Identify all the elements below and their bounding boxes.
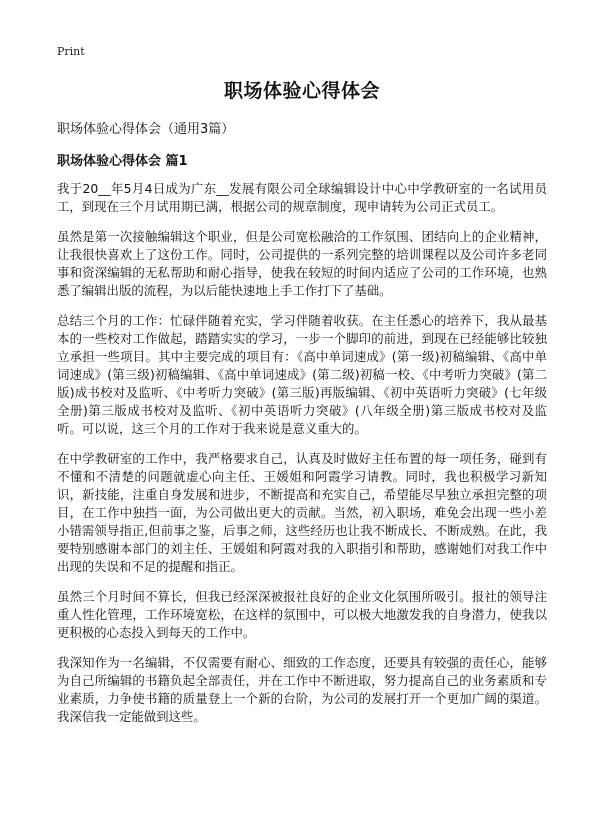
paragraph-3: 总结三个月的工作：忙碌伴随着充实，学习伴随着收获。在主任悉心的培养下，我从最基本的一些校对工作做起，踏踏实实的学习，一步一个脚印的前进，到现在已经能够比较独立承担一些项目。其中主要完成的项目有：《高中单词速成》(第一级)初稿编辑、《高中单词速成》(第三级)初稿编辑、《高中单词速成》(第二级)初稿一校、《中考听力突破》(第二版)成书校对及监听、《中考听力突破》(第三版)再版编辑、《初中英语听力突破》(七年级全册)第三版成书校对及监听、《初中英语听力突破》(八年级全册)第三版成书校对及监听。可以说，这三个月的工作对于我来说是意义重大的。 [57, 313, 547, 436]
paragraph-6: 我深知作为一名编辑，不仅需要有耐心、细致的工作态度，还要具有较强的责任心，能够为自己所编辑的书籍负起全部责任，并在工作中不断进取，努力提高自己的业务素质和专业素质，力争使书籍的质量登上一个新的台阶，为公司的发展打开一个更加广阔的渠道。我深信我一定能做到这些。 [57, 655, 547, 724]
document-body [57, 78, 547, 738]
print-link[interactable]: Print [57, 45, 85, 58]
paragraph-4: 在中学教研室的工作中，我严格要求自己，认真及时做好主任布置的每一项任务，碰到有不懂和不清楚的问题就虚心向主任、王媛姐和阿霞学习请教。同时，我也积极学习新知识，新技能，注重自身发展和进步，不断提高和充实自己，希望能尽早独立承担完整的项目，在工作中独挡一面，为公司做出更大的贡献。当然，初入职场，难免会出现一些小差小错需领导指正,但前事之鉴，后事之师，这些经历也让我不断成长、不断成熟。在此，我要特别感谢本部门的刘主任、王媛姐和阿霞对我的入职指引和帮助，感谢她们对我工作中出现的失误和不足的提醒和指正。 [57, 451, 547, 574]
paragraph-2: 虽然是第一次接触编辑这个职业，但是公司宽松融洽的工作氛围、团结向上的企业精神，让我很快喜欢上了这份工作。同时，公司提供的一系列完整的培训课程以及公司许多老同事和资深编辑的无私帮助和耐心指导，使我在较短的时间内适应了公司的工作环境，也熟悉了编辑出版的流程，为以后能快速地上手工作打下了基础。 [57, 229, 547, 298]
page-title: 职场体验心得体会 [223, 80, 380, 102]
paragraph-5: 虽然三个月时间不算长，但我已经深深被报社良好的企业文化氛围所吸引。报社的领导注重人性化管理，工作环境宽松，在这样的氛围中，可以极大地激发我的自身潜力，使我以更积极的心态投入到每天的工作中。 [57, 589, 547, 640]
paragraph-1: 我于20__年5月4日成为广东__发展有限公司全球编辑设计中心中学教研室的一名试用员工，到现在三个月试用期已满，根据公司的规章制度，现申请转为公司正式员工。 [57, 181, 547, 214]
document-subtitle: 职场体验心得体会（通用3篇） [57, 122, 235, 137]
section-heading: 职场体验心得体会 篇1 [57, 154, 188, 169]
